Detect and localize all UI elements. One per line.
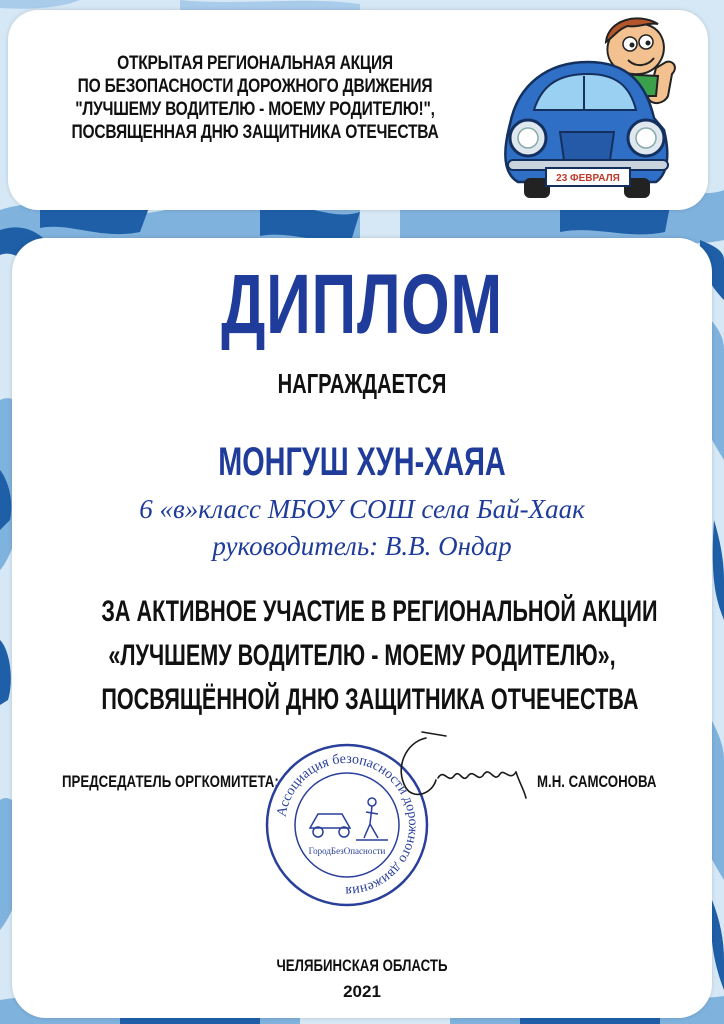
seal-outer-text-path: Ассоциация безопасности дорожного движения — [274, 751, 421, 899]
chair-signature — [386, 728, 536, 808]
seal-inner-text: ГородБезОпасности — [308, 846, 386, 856]
event-header-line: ПОСВЯЩЕННАЯ ДНЮ ЗАЩИТНИКА ОТЕЧЕСТВА — [71, 122, 439, 143]
awarded-label: НАГРАЖДАЕТСЯ — [277, 368, 447, 399]
cartoon-car-illustration — [488, 14, 688, 204]
award-reason-line: ПОСВЯЩЁННОЙ ДНЮ ЗАЩИТНИКА ОТЧЕЧЕСТВА — [101, 683, 639, 716]
seal-emblem — [310, 798, 388, 840]
region-label: ЧЕЛЯБИНСКАЯ ОБЛАСТЬ — [276, 956, 448, 975]
year-label: 2021 — [343, 982, 381, 1001]
recipient-name: МОНГУШ ХУН-ХАЯА — [218, 440, 506, 484]
award-reason-line: «ЛУЧШЕМУ ВОДИТЕЛЮ - МОЕМУ РОДИТЕЛЮ», — [108, 639, 616, 672]
diploma-title: ДИПЛОМ — [221, 257, 503, 351]
event-header-line: ОТКРЫТАЯ РЕГИОНАЛЬНАЯ АКЦИЯ — [117, 53, 393, 74]
recipient-leader: руководитель: В.В. Ондар — [212, 531, 512, 561]
event-header — [62, 52, 447, 144]
award-reason — [101, 590, 658, 722]
event-header-line: ПО БЕЗОПАСНОСТИ ДОРОЖНОГО ДВИЖЕНИЯ — [77, 76, 433, 97]
recipient-class: 6 «в»класс МБОУ СОШ села Бай-Хаак — [139, 494, 585, 524]
chair-label: ПРЕДСЕДАТЕЛЬ ОРГКОМИТЕТА: — [62, 772, 279, 791]
plate-text: 23 ФЕВРАЛЯ — [556, 173, 620, 184]
license-plate — [546, 168, 630, 186]
event-header-line: "ЛУЧШЕМУ ВОДИТЕЛЮ - МОЕМУ РОДИТЕЛЮ!", — [75, 99, 435, 120]
award-reason-line: ЗА АКТИВНОЕ УЧАСТИЕ В РЕГИОНАЛЬНОЙ АКЦИИ — [101, 595, 658, 628]
chair-name: М.Н. САМСОНОВА — [537, 772, 657, 791]
